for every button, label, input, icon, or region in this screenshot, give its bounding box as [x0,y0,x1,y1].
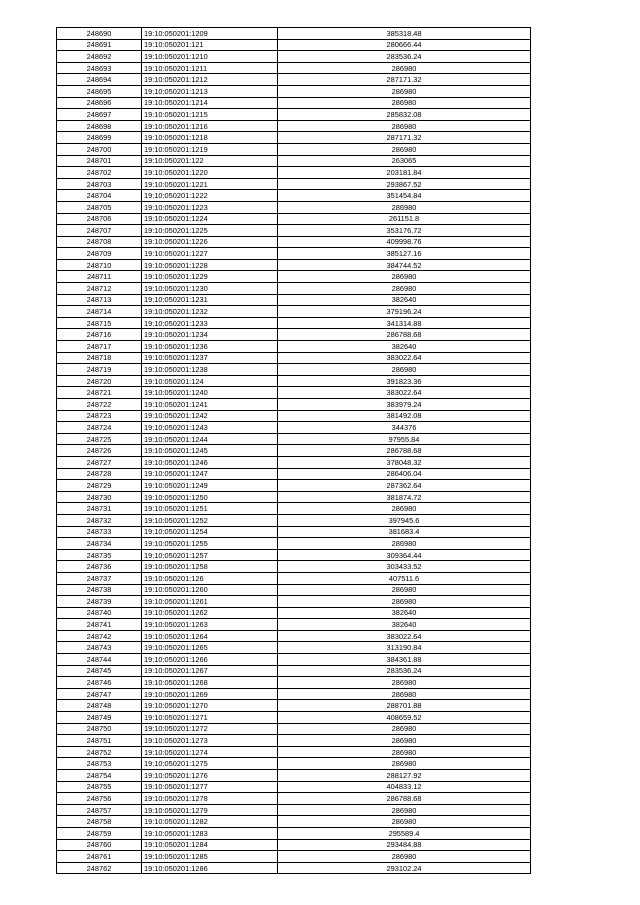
cadastral-number-cell: 19:10:050201:1236 [142,341,278,353]
table-row [57,167,531,179]
row-number-cell: 248737 [57,572,142,584]
row-number-cell: 248695 [57,85,142,97]
value-cell: 293867.52 [278,178,531,190]
table-row [57,561,531,573]
value-cell: 286980 [278,584,531,596]
cadastral-number-cell: 19:10:050201:1277 [142,781,278,793]
value-cell: 286980 [278,758,531,770]
table-row [57,538,531,550]
cadastral-number-cell: 19:10:050201:1284 [142,839,278,851]
cadastral-number-cell: 19:10:050201:1271 [142,712,278,724]
row-number-cell: 248691 [57,39,142,51]
row-number-cell: 248690 [57,28,142,40]
cadastral-number-cell: 19:10:050201:1252 [142,514,278,526]
table-row [57,688,531,700]
table-row [57,283,531,295]
value-cell: 409998.76 [278,236,531,248]
table-row [57,259,531,271]
table-row [57,433,531,445]
table-row [57,584,531,596]
value-cell: 280666.44 [278,39,531,51]
table-row [57,503,531,515]
row-number-cell: 248713 [57,294,142,306]
value-cell: 286980 [278,283,531,295]
table-row [57,770,531,782]
cadastral-number-cell: 19:10:050201:1264 [142,630,278,642]
cadastral-number-cell: 19:10:050201:1243 [142,422,278,434]
value-cell: 261151.8 [278,213,531,225]
row-number-cell: 248732 [57,514,142,526]
row-number-cell: 248708 [57,236,142,248]
row-number-cell: 248698 [57,120,142,132]
cadastral-number-cell: 19:10:050201:1211 [142,62,278,74]
cadastral-number-cell: 19:10:050201:1258 [142,561,278,573]
value-cell: 382640 [278,607,531,619]
cadastral-number-cell: 19:10:050201:1220 [142,167,278,179]
cadastral-number-cell: 19:10:050201:1261 [142,596,278,608]
row-number-cell: 248731 [57,503,142,515]
table-row [57,781,531,793]
row-number-cell: 248721 [57,387,142,399]
cadastral-number-cell: 19:10:050201:1244 [142,433,278,445]
value-cell: 384361.88 [278,654,531,666]
cadastral-number-cell: 19:10:050201:1216 [142,120,278,132]
value-cell: 381683.4 [278,526,531,538]
table-row [57,271,531,283]
row-number-cell: 248740 [57,607,142,619]
row-number-cell: 248751 [57,735,142,747]
value-cell: 286980 [278,723,531,735]
cadastral-number-cell: 19:10:050201:1215 [142,109,278,121]
value-cell: 344376 [278,422,531,434]
table-row [57,526,531,538]
cadastral-number-cell: 19:10:050201:1273 [142,735,278,747]
table-row [57,712,531,724]
row-number-cell: 248744 [57,654,142,666]
table-row [57,190,531,202]
table-row [57,827,531,839]
row-number-cell: 248705 [57,201,142,213]
value-cell: 286980 [278,85,531,97]
table-row [57,51,531,63]
row-number-cell: 248742 [57,630,142,642]
cadastral-number-cell: 19:10:050201:1276 [142,770,278,782]
table-row [57,387,531,399]
table-row [57,178,531,190]
value-cell: 286980 [278,746,531,758]
value-cell: 286980 [278,503,531,515]
table-row [57,375,531,387]
cadastral-number-cell: 19:10:050201:126 [142,572,278,584]
value-cell: 286980 [278,120,531,132]
value-cell: 285832.08 [278,109,531,121]
value-cell: 286980 [278,851,531,863]
table-row [57,132,531,144]
value-cell: 385318.48 [278,28,531,40]
value-cell: 286980 [278,688,531,700]
cadastral-number-cell: 19:10:050201:1286 [142,862,278,874]
cadastral-number-cell: 19:10:050201:1246 [142,456,278,468]
cadastral-number-cell: 19:10:050201:121 [142,39,278,51]
value-cell: 353176.72 [278,225,531,237]
value-cell: 287171.32 [278,74,531,86]
cadastral-number-cell: 19:10:050201:1240 [142,387,278,399]
value-cell: 286980 [278,364,531,376]
row-number-cell: 248760 [57,839,142,851]
table-row [57,201,531,213]
value-cell: 286980 [278,735,531,747]
row-number-cell: 248745 [57,665,142,677]
cadastral-number-cell: 19:10:050201:1212 [142,74,278,86]
table-row [57,85,531,97]
cadastral-number-cell: 19:10:050201:1270 [142,700,278,712]
cadastral-number-cell: 19:10:050201:1218 [142,132,278,144]
row-number-cell: 248719 [57,364,142,376]
value-cell: 379196.24 [278,306,531,318]
table-row [57,456,531,468]
cadastral-number-cell: 19:10:050201:1285 [142,851,278,863]
table-row [57,839,531,851]
cadastral-number-cell: 19:10:050201:1257 [142,549,278,561]
row-number-cell: 248724 [57,422,142,434]
row-number-cell: 248701 [57,155,142,167]
value-cell: 263065 [278,155,531,167]
value-cell: 383022.64 [278,352,531,364]
table-row [57,410,531,422]
value-cell: 286406.04 [278,468,531,480]
cadastral-number-cell: 19:10:050201:1266 [142,654,278,666]
cadastral-number-cell: 19:10:050201:1230 [142,283,278,295]
table-row [57,793,531,805]
table-row [57,746,531,758]
value-cell: 286980 [278,62,531,74]
value-cell: 203181.84 [278,167,531,179]
row-number-cell: 248707 [57,225,142,237]
value-cell: 286980 [278,677,531,689]
value-cell: 382640 [278,341,531,353]
cadastral-number-cell: 19:10:050201:1214 [142,97,278,109]
row-number-cell: 248730 [57,491,142,503]
table-row [57,514,531,526]
table-row [57,816,531,828]
cadastral-number-cell: 19:10:050201:1233 [142,317,278,329]
table-row [57,248,531,260]
table-row [57,74,531,86]
row-number-cell: 248762 [57,862,142,874]
row-number-cell: 248711 [57,271,142,283]
row-number-cell: 248694 [57,74,142,86]
row-number-cell: 248756 [57,793,142,805]
cadastral-number-cell: 19:10:050201:1263 [142,619,278,631]
table-row [57,213,531,225]
row-number-cell: 248693 [57,62,142,74]
cadastral-number-cell: 19:10:050201:1210 [142,51,278,63]
value-cell: 286788.68 [278,445,531,457]
cadastral-number-cell: 19:10:050201:1268 [142,677,278,689]
value-cell: 286980 [278,143,531,155]
cadastral-number-cell: 19:10:050201:1278 [142,793,278,805]
cadastral-number-cell: 19:10:050201:1262 [142,607,278,619]
row-number-cell: 248749 [57,712,142,724]
value-cell: 286980 [278,538,531,550]
table-row [57,155,531,167]
table-row [57,28,531,40]
row-number-cell: 248717 [57,341,142,353]
cadastral-number-cell: 19:10:050201:1245 [142,445,278,457]
value-cell: 381874.72 [278,491,531,503]
cadastral-number-cell: 19:10:050201:1229 [142,271,278,283]
cadastral-number-cell: 19:10:050201:1254 [142,526,278,538]
value-cell: 293102.24 [278,862,531,874]
value-cell: 283536.24 [278,665,531,677]
table-row [57,399,531,411]
cadastral-number-cell: 19:10:050201:1282 [142,816,278,828]
cadastral-number-cell: 19:10:050201:1279 [142,804,278,816]
value-cell: 295589.4 [278,827,531,839]
cadastral-number-cell: 19:10:050201:1274 [142,746,278,758]
cadastral-number-cell: 19:10:050201:122 [142,155,278,167]
cadastral-number-cell: 19:10:050201:1226 [142,236,278,248]
table-row [57,804,531,816]
row-number-cell: 248747 [57,688,142,700]
table-body [57,28,531,874]
table-row [57,97,531,109]
row-number-cell: 248738 [57,584,142,596]
table-row [57,654,531,666]
cadastral-number-cell: 19:10:050201:1238 [142,364,278,376]
value-cell: 286980 [278,816,531,828]
table-row [57,236,531,248]
value-cell: 287171.32 [278,132,531,144]
value-cell: 309364.44 [278,549,531,561]
value-cell: 293484.88 [278,839,531,851]
row-number-cell: 248753 [57,758,142,770]
table-row [57,572,531,584]
table-row [57,677,531,689]
table-row [57,109,531,121]
table-row [57,143,531,155]
table-row [57,294,531,306]
value-cell: 381492.08 [278,410,531,422]
cadastral-number-cell: 19:10:050201:124 [142,375,278,387]
value-cell: 404833.12 [278,781,531,793]
row-number-cell: 248703 [57,178,142,190]
table-row [57,758,531,770]
table-row [57,39,531,51]
cadastral-number-cell: 19:10:050201:1232 [142,306,278,318]
value-cell: 303433.52 [278,561,531,573]
cadastral-number-cell: 19:10:050201:1241 [142,399,278,411]
row-number-cell: 248716 [57,329,142,341]
value-cell: 383022.64 [278,387,531,399]
row-number-cell: 248712 [57,283,142,295]
table-row [57,851,531,863]
row-number-cell: 248734 [57,538,142,550]
table-row [57,120,531,132]
cadastral-number-cell: 19:10:050201:1234 [142,329,278,341]
row-number-cell: 248696 [57,97,142,109]
row-number-cell: 248736 [57,561,142,573]
value-cell: 383979.24 [278,399,531,411]
row-number-cell: 248739 [57,596,142,608]
value-cell: 382640 [278,294,531,306]
cadastral-number-cell: 19:10:050201:1237 [142,352,278,364]
row-number-cell: 248714 [57,306,142,318]
cadastral-number-cell: 19:10:050201:1272 [142,723,278,735]
cadastral-number-cell: 19:10:050201:1265 [142,642,278,654]
table-row [57,642,531,654]
value-cell: 287362.64 [278,480,531,492]
row-number-cell: 248723 [57,410,142,422]
row-number-cell: 248692 [57,51,142,63]
value-cell: 385127.16 [278,248,531,260]
value-cell: 397945.6 [278,514,531,526]
row-number-cell: 248726 [57,445,142,457]
table-row [57,422,531,434]
row-number-cell: 248754 [57,770,142,782]
row-number-cell: 248709 [57,248,142,260]
row-number-cell: 248722 [57,399,142,411]
row-number-cell: 248735 [57,549,142,561]
value-cell: 286980 [278,271,531,283]
table-row [57,735,531,747]
table-row [57,341,531,353]
value-cell: 313190.84 [278,642,531,654]
value-cell: 288701.88 [278,700,531,712]
table-row [57,329,531,341]
table-row [57,630,531,642]
row-number-cell: 248761 [57,851,142,863]
value-cell: 283536.24 [278,51,531,63]
cadastral-number-cell: 19:10:050201:1213 [142,85,278,97]
table-row [57,468,531,480]
table-row [57,317,531,329]
value-cell: 286788.68 [278,329,531,341]
table-row [57,306,531,318]
value-cell: 97955.84 [278,433,531,445]
cadastral-number-cell: 19:10:050201:1269 [142,688,278,700]
cadastral-number-cell: 19:10:050201:1255 [142,538,278,550]
cadastral-number-cell: 19:10:050201:1223 [142,201,278,213]
table-row [57,700,531,712]
value-cell: 341314.88 [278,317,531,329]
cadastral-number-cell: 19:10:050201:1224 [142,213,278,225]
value-cell: 351454.84 [278,190,531,202]
table-row [57,364,531,376]
cadastral-number-cell: 19:10:050201:1225 [142,225,278,237]
table-row [57,723,531,735]
cadastral-number-cell: 19:10:050201:1231 [142,294,278,306]
table-row [57,352,531,364]
row-number-cell: 248757 [57,804,142,816]
row-number-cell: 248715 [57,317,142,329]
row-number-cell: 248758 [57,816,142,828]
row-number-cell: 248725 [57,433,142,445]
row-number-cell: 248728 [57,468,142,480]
row-number-cell: 248746 [57,677,142,689]
cadastral-number-cell: 19:10:050201:1242 [142,410,278,422]
row-number-cell: 248727 [57,456,142,468]
row-number-cell: 248750 [57,723,142,735]
cadastral-number-cell: 19:10:050201:1222 [142,190,278,202]
cadastral-number-cell: 19:10:050201:1251 [142,503,278,515]
row-number-cell: 248704 [57,190,142,202]
row-number-cell: 248729 [57,480,142,492]
table-row [57,596,531,608]
value-cell: 286980 [278,804,531,816]
row-number-cell: 248748 [57,700,142,712]
row-number-cell: 248702 [57,167,142,179]
row-number-cell: 248720 [57,375,142,387]
data-table [56,27,531,874]
value-cell: 391823.36 [278,375,531,387]
cadastral-number-cell: 19:10:050201:1260 [142,584,278,596]
cadastral-number-cell: 19:10:050201:1209 [142,28,278,40]
table-row [57,549,531,561]
table-row [57,619,531,631]
value-cell: 408659.52 [278,712,531,724]
table-row [57,607,531,619]
row-number-cell: 248759 [57,827,142,839]
row-number-cell: 248697 [57,109,142,121]
cadastral-number-cell: 19:10:050201:1250 [142,491,278,503]
table-row [57,480,531,492]
value-cell: 382640 [278,619,531,631]
cadastral-number-cell: 19:10:050201:1221 [142,178,278,190]
row-number-cell: 248706 [57,213,142,225]
cadastral-number-cell: 19:10:050201:1247 [142,468,278,480]
table-row [57,445,531,457]
row-number-cell: 248752 [57,746,142,758]
value-cell: 286980 [278,97,531,109]
value-cell: 384744.52 [278,259,531,271]
cadastral-number-cell: 19:10:050201:1283 [142,827,278,839]
table-row [57,62,531,74]
row-number-cell: 248699 [57,132,142,144]
cadastral-number-cell: 19:10:050201:1227 [142,248,278,260]
cadastral-number-cell: 19:10:050201:1228 [142,259,278,271]
value-cell: 286980 [278,596,531,608]
value-cell: 286980 [278,201,531,213]
row-number-cell: 248710 [57,259,142,271]
row-number-cell: 248743 [57,642,142,654]
row-number-cell: 248718 [57,352,142,364]
row-number-cell: 248700 [57,143,142,155]
row-number-cell: 248733 [57,526,142,538]
cadastral-number-cell: 19:10:050201:1249 [142,480,278,492]
cadastral-number-cell: 19:10:050201:1275 [142,758,278,770]
cadastral-number-cell: 19:10:050201:1219 [142,143,278,155]
row-number-cell: 248755 [57,781,142,793]
value-cell: 286788.68 [278,793,531,805]
table-row [57,225,531,237]
value-cell: 288127.92 [278,770,531,782]
table-row [57,665,531,677]
value-cell: 383022.64 [278,630,531,642]
value-cell: 407511.6 [278,572,531,584]
cadastral-number-cell: 19:10:050201:1267 [142,665,278,677]
table-row [57,491,531,503]
table-row [57,862,531,874]
value-cell: 378048.32 [278,456,531,468]
row-number-cell: 248741 [57,619,142,631]
